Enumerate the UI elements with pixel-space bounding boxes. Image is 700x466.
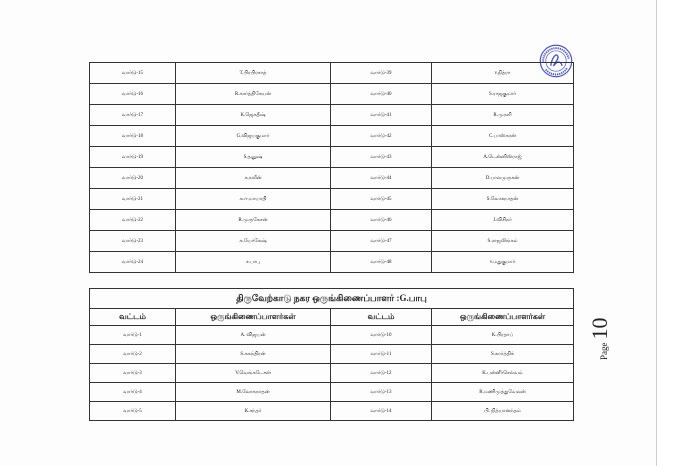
ward-cell: வார்டு-42 <box>331 126 432 147</box>
coordinator-name-cell: M.லோகநாதன் <box>176 383 331 402</box>
column-header: ஒருங்கிணைப்பாளர்கள் <box>176 309 331 326</box>
ward-cell: வார்டு-23 <box>90 231 176 252</box>
table-row <box>90 168 574 189</box>
ward-cell: வார்டு-40 <box>331 84 432 105</box>
page-edge <box>656 0 657 466</box>
page-label: Page <box>599 342 609 360</box>
table-row <box>90 84 574 105</box>
coordinator-name-cell: S.கார்த்திக் <box>432 345 574 364</box>
ward-cell: வார்டு-47 <box>331 231 432 252</box>
coordinator-name-cell: G.விஜயகுமார் <box>176 126 331 147</box>
coordinator-name-cell: R.முரளி <box>432 105 574 126</box>
coordinator-name-cell: க.யோகேஷ் <box>176 231 331 252</box>
coordinator-name-cell: க.ஈ.மாயாதி <box>176 189 331 210</box>
thiruverkadu-coordinators-table <box>89 288 574 421</box>
ward-cell: வார்டு-16 <box>90 84 176 105</box>
ward-cell: வார்டு-19 <box>90 147 176 168</box>
table-row <box>90 147 574 168</box>
table-header-row <box>90 309 574 326</box>
coordinator-name-cell: C.பாஸ்கரன் <box>432 126 574 147</box>
page-number <box>587 318 613 361</box>
ward-cell: வார்டு-5 <box>90 402 176 421</box>
table-row <box>90 63 574 84</box>
coordinator-name-cell: R.கார்த்திகேயன் <box>176 84 331 105</box>
ward-cell: வார்டு-22 <box>90 210 176 231</box>
coordinator-name-cell: S.சுகந்திரன் <box>176 345 331 364</box>
table-title: திருவேற்காடு நகர ஒருங்கிணைப்பாளர் :G.பாபு <box>90 289 574 309</box>
ward-cell: வார்டு-13 <box>331 383 432 402</box>
table-row <box>90 402 574 421</box>
coordinator-name-cell: D.பாலமுருகன் <box>432 168 574 189</box>
table-row <box>90 105 574 126</box>
coordinator-name-cell: R.முருகேசன் <box>176 210 331 231</box>
coordinator-name-cell: S.ராஜகுமார் <box>432 84 574 105</box>
table-row <box>90 383 574 402</box>
ward-cell: வார்டு-41 <box>331 105 432 126</box>
ward-cell: வார்டு-18 <box>90 126 176 147</box>
coordinator-name-cell: K.பன்னீர்செல்வம் <box>432 364 574 383</box>
coordinator-name-cell: ச.பாபு <box>176 252 331 273</box>
coordinator-name-cell: V.வெங்கடேசன் <box>176 364 331 383</box>
table-row <box>90 231 574 252</box>
coordinator-name-cell: v.மதுகுமார் <box>432 252 574 273</box>
table-row <box>90 210 574 231</box>
ward-cell: வார்டு-12 <box>331 364 432 383</box>
ward-cell: வார்டு-14 <box>331 402 432 421</box>
ward-cell: வார்டு-3 <box>90 364 176 383</box>
coordinators-table-continued <box>89 62 574 273</box>
ward-cell: வார்டு-4 <box>90 383 176 402</box>
coordinator-name-cell: S.தனுஷ் <box>176 147 331 168</box>
coordinator-name-cell: S.ராஜலிங்கம் <box>432 231 574 252</box>
column-header: ஒருங்கிணைப்பாளர்கள் <box>432 309 574 326</box>
table-row <box>90 345 574 364</box>
table-row <box>90 326 574 345</box>
ward-cell: வார்டு-15 <box>90 63 176 84</box>
coordinator-name-cell: T.பிரபிரசாத் <box>176 63 331 84</box>
ward-cell: வார்டு-2 <box>90 345 176 364</box>
ward-cell: வார்டு-21 <box>90 189 176 210</box>
page-number-value: 10 <box>587 317 612 340</box>
coordinator-name-cell: R.மணிமுத்துவேலன் <box>432 383 574 402</box>
ward-cell: வார்டு-48 <box>331 252 432 273</box>
coordinator-name-cell: v.நித்ரா <box>432 63 574 84</box>
ward-cell: வார்டு-17 <box>90 105 176 126</box>
coordinator-name-cell: K.ஜெகதீஷ் <box>176 105 331 126</box>
table-row <box>90 189 574 210</box>
table-row <box>90 364 574 383</box>
coordinator-name-cell: K.பிரதாப் <box>432 326 574 345</box>
coordinator-name-cell: J.விசிநர் <box>432 210 574 231</box>
ward-cell: வார்டு-20 <box>90 168 176 189</box>
coordinator-name-cell: க.நவீன் <box>176 168 331 189</box>
column-header: வட்டம் <box>90 309 176 326</box>
coordinator-name-cell: A.டென்னிஸ்ராஜ் <box>432 147 574 168</box>
coordinator-name-cell: A. விஜயன் <box>176 326 331 345</box>
table-title-row <box>90 289 574 309</box>
ward-cell: வார்டு-43 <box>331 147 432 168</box>
ward-cell: வார்டு-24 <box>90 252 176 273</box>
column-header: வட்டம் <box>331 309 432 326</box>
ward-cell: வார்டு-1 <box>90 326 176 345</box>
coordinator-name-cell: பி. நித்யானந்தம் <box>432 402 574 421</box>
coordinator-name-cell: S.லோகநாதன் <box>432 189 574 210</box>
ward-cell: வார்டு-11 <box>331 345 432 364</box>
table-row <box>90 252 574 273</box>
ward-cell: வார்டு-46 <box>331 210 432 231</box>
ward-cell: வார்டு-10 <box>331 326 432 345</box>
coordinator-name-cell: K.சந்தர் <box>176 402 331 421</box>
ward-cell: வார்டு-44 <box>331 168 432 189</box>
ward-cell: வார்டு-45 <box>331 189 432 210</box>
ward-cell: வார்டு-39 <box>331 63 432 84</box>
table-row <box>90 126 574 147</box>
